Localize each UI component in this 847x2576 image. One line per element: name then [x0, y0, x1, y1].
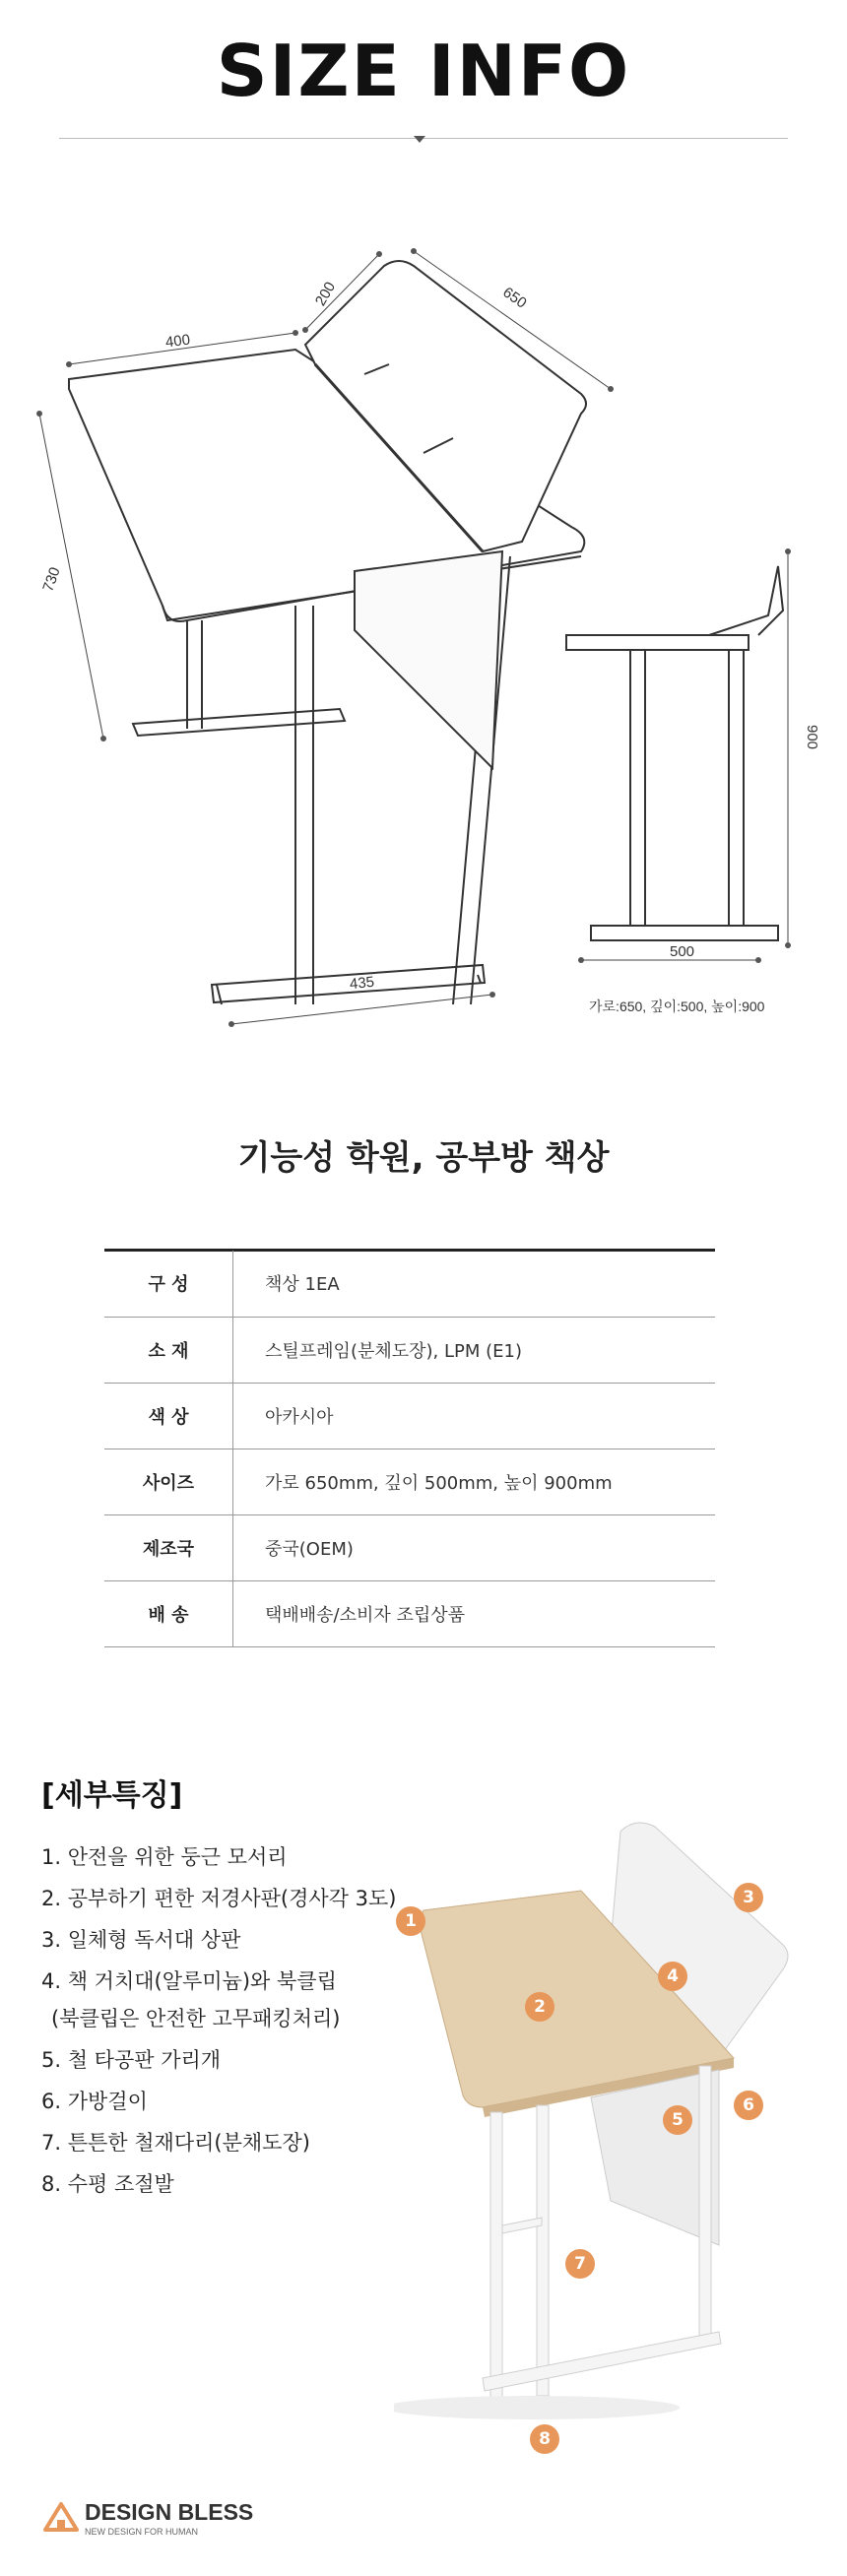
spec-value: 중국(OEM) [233, 1514, 716, 1580]
spec-value: 책상 1EA [233, 1251, 716, 1317]
feature-item: (북클립은 안전한 고무패킹처리) [51, 2007, 341, 2030]
feature-item: 1. 안전을 위한 둥근 모서리 [41, 1845, 288, 1869]
spec-row [104, 1317, 715, 1383]
feature-item: 4. 책 거치대(알루미늄)와 북클립 [41, 1969, 337, 1993]
spec-row [104, 1383, 715, 1449]
dim-width-top-label: 650 [499, 284, 530, 312]
dim-side-base-label: 500 [670, 943, 695, 960]
feature-badge: 1 [396, 1906, 425, 1936]
feature-badge: 3 [734, 1883, 763, 1912]
feature-item: 6. 가방걸이 [41, 2090, 148, 2113]
spec-table [104, 1251, 715, 1647]
brand-tagline: NEW DESIGN FOR HUMAN [85, 2527, 199, 2537]
feature-badge: 8 [530, 2424, 559, 2454]
feature-item: 7. 튼튼한 철재다리(분채도장) [41, 2131, 310, 2155]
feature-item: 5. 철 타공판 가리개 [41, 2048, 222, 2072]
spec-key: 제조국 [104, 1514, 233, 1580]
caret-down-icon [414, 136, 425, 143]
brand-house-icon [41, 2494, 81, 2534]
spec-key: 색 상 [104, 1383, 233, 1449]
dim-depth-label: 200 [311, 279, 340, 309]
spec-row [104, 1580, 715, 1646]
feature-item: 2. 공부하기 편한 저경사판(경사각 3도) [41, 1887, 397, 1910]
feature-badge: 6 [734, 2091, 763, 2120]
spec-row [104, 1251, 715, 1317]
feature-item: 8. 수평 조절발 [41, 2172, 174, 2196]
feature-badge: 4 [658, 1962, 687, 1991]
spec-key: 구 성 [104, 1251, 233, 1317]
dim-height-side-label: 900 [804, 724, 821, 750]
feature-badge: 5 [663, 2105, 692, 2135]
spec-row [104, 1514, 715, 1580]
feature-item: 3. 일체형 독서대 상판 [41, 1928, 241, 1952]
page-title: SIZE INFO [216, 30, 631, 112]
spec-value: 가로 650mm, 깊이 500mm, 높이 900mm [233, 1449, 716, 1514]
spec-value: 택배배송/소비자 조립상품 [233, 1580, 716, 1646]
spec-value: 스틸프레임(분체도장), LPM (E1) [233, 1317, 716, 1383]
spec-key: 소 재 [104, 1317, 233, 1383]
feature-badge: 2 [525, 1992, 554, 2022]
brand-name: DESIGN BLESS [85, 2499, 254, 2525]
spec-row [104, 1449, 715, 1514]
size-diagram [0, 217, 847, 1063]
spec-key: 사이즈 [104, 1449, 233, 1514]
product-subtitle: 기능성 학원, 공부방 책상 [237, 1138, 610, 1178]
features-title: [세부특징] [41, 1778, 183, 1813]
dim-height-left-label: 730 [39, 564, 64, 595]
spec-key: 배 송 [104, 1580, 233, 1646]
dim-base-label: 435 [349, 973, 375, 994]
spec-value: 아카시아 [233, 1383, 716, 1449]
dim-desk-width-label: 400 [164, 331, 191, 352]
dim-summary: 가로:650, 깊이:500, 높이:900 [589, 998, 765, 1014]
feature-badge: 7 [565, 2249, 595, 2279]
